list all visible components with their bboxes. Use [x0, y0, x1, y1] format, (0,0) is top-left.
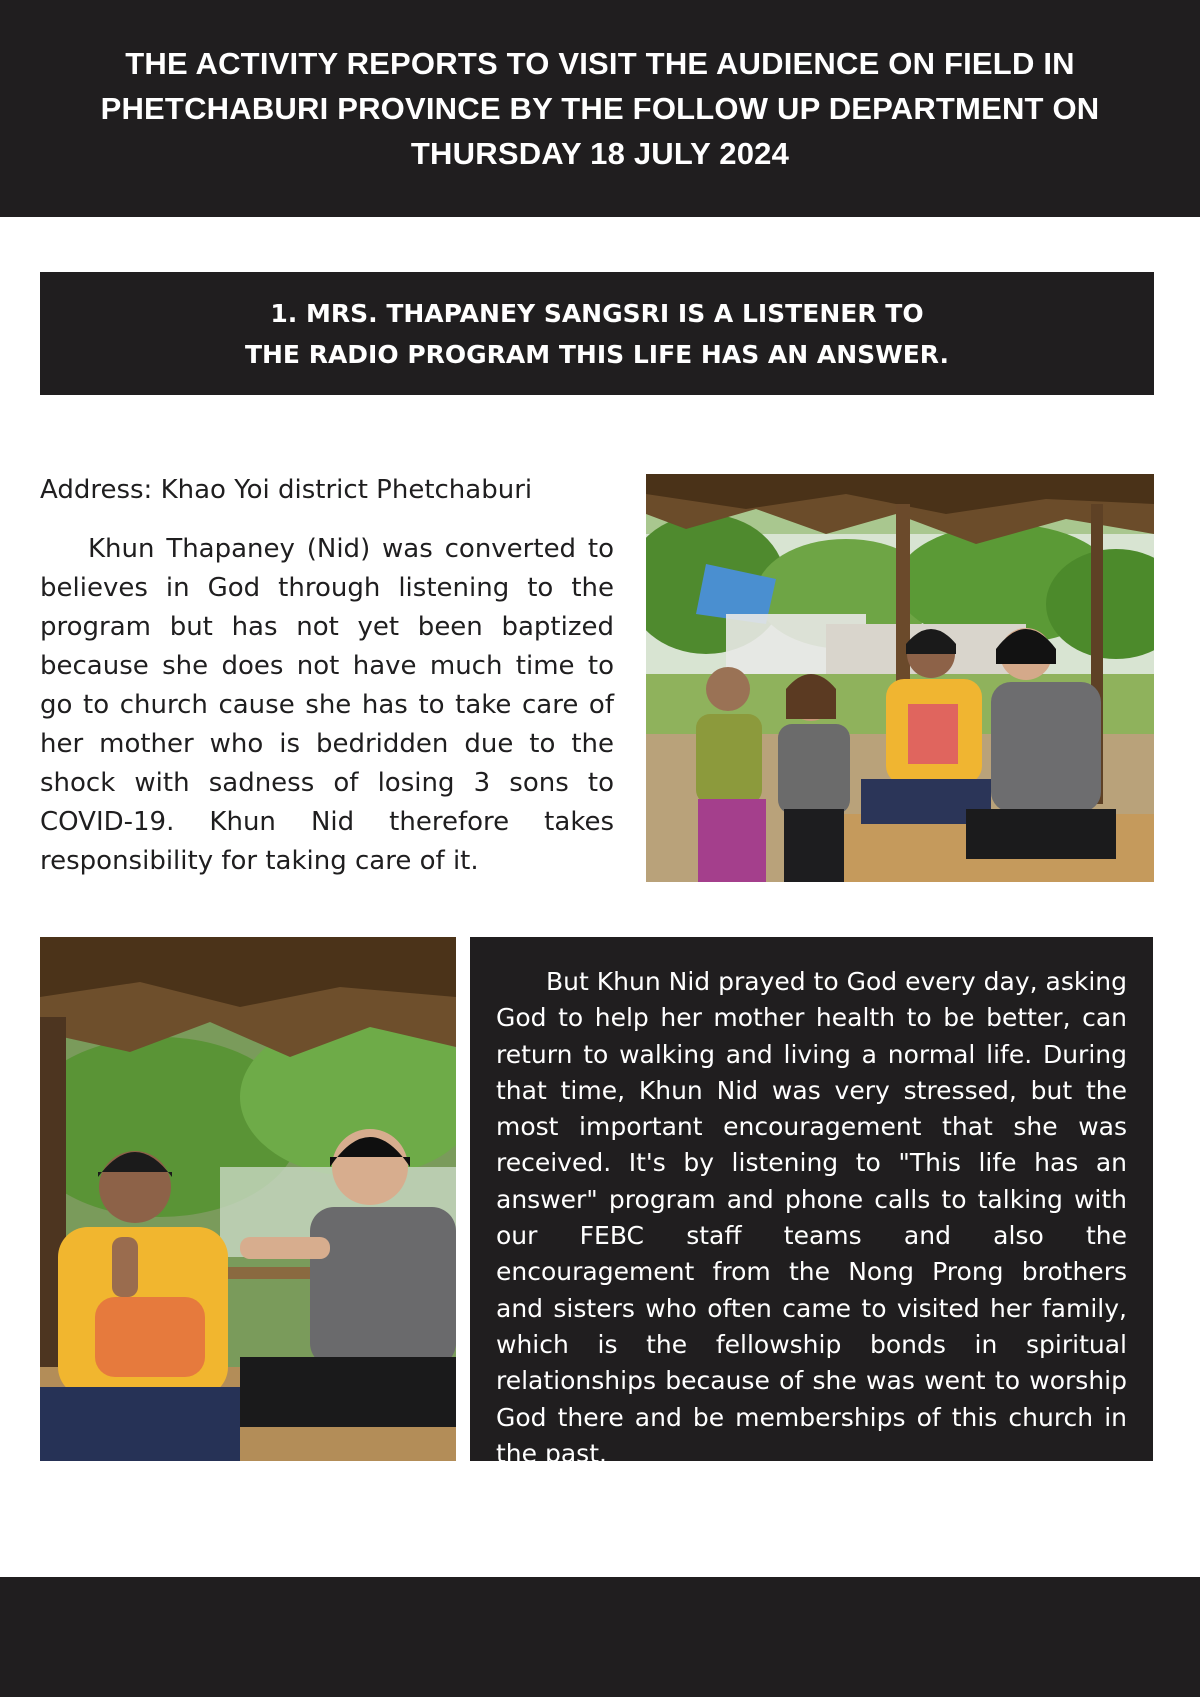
- footer-bar: [0, 1577, 1200, 1697]
- photo-group-visit: [646, 474, 1154, 882]
- address-line: Address: Khao Yoi district Phetchaburi: [40, 475, 533, 505]
- story-paragraph-1: Khun Thapaney (Nid) was converted to believes in God through listening to the program but has not yet been baptized because she does not have much time to go to church cause she has to take care of her mother who is bedridden due to the shock with sadness of losing 3 sons to COVID-19. Khun Nid therefore takes responsibility for taking care of it.: [40, 534, 614, 876]
- story-panel: [470, 937, 1153, 1468]
- story-paragraph-2: But Khun Nid prayed to God every day, asking God to help her mother health to be better, can return to walking and living a normal life. During that time, Khun Nid was very stressed, but the most important encouragement that she was received. It's by listening to "This life has an answer" program and phone calls to talking with our FEBC staff teams and also the encouragement from the Nong Prong brothers and sisters who often came to visited her family, which is the fellowship bonds in spiritual relationships because of she was went to worship God there and be memberships of this church in the past.: [496, 967, 1128, 1468]
- section-heading-line-2: THE RADIO PROGRAM THIS LIFE HAS AN ANSWER.: [244, 339, 950, 369]
- section-heading-line-1: 1. MRS. THAPANEY SANGSRI IS A LISTENER TO: [270, 298, 924, 328]
- photo-prayer: [40, 937, 456, 1461]
- report-title-banner: [0, 0, 1200, 217]
- section-heading-banner: [40, 272, 1154, 395]
- report-title: THE ACTIVITY REPORTS TO VISIT THE AUDIENCE ON FIELD IN PHETCHABURI PROVINCE BY THE FOLLOW UP DEPARTMENT ON THURSDAY 18 JULY 2024: [100, 46, 1100, 171]
- section-heading: [245, 293, 949, 375]
